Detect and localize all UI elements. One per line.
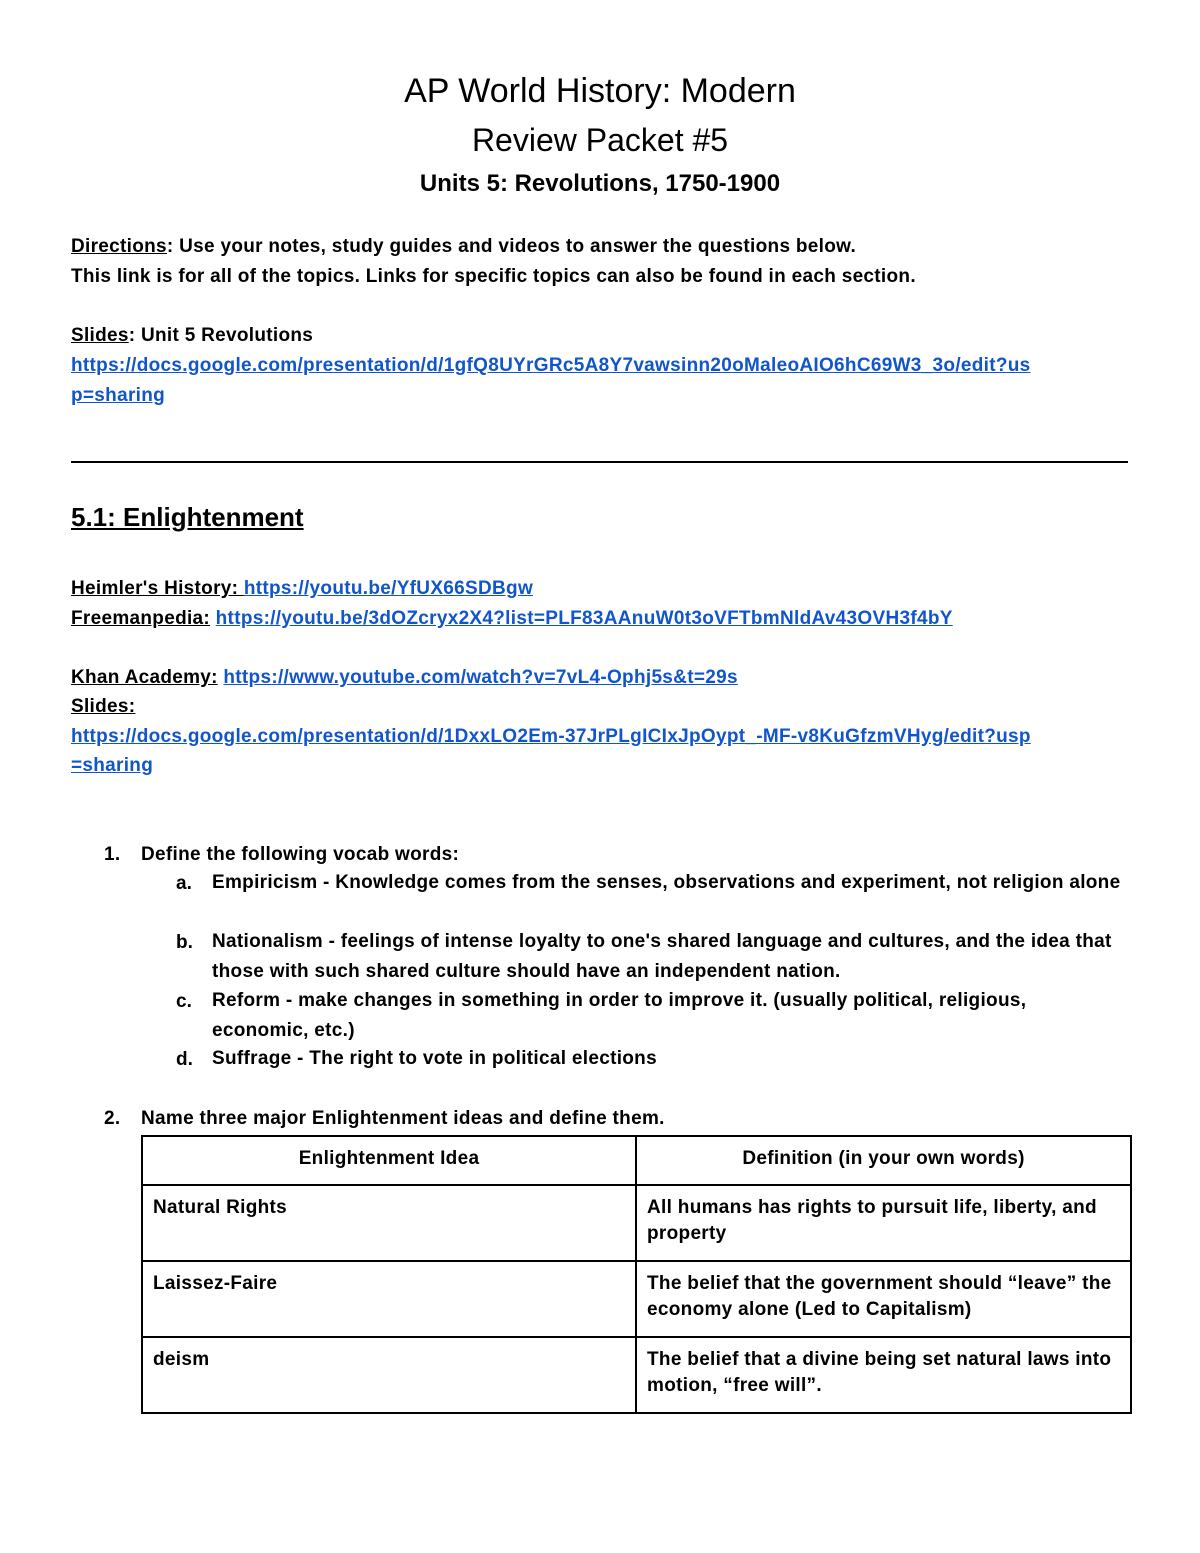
- heimler-label: Heimler's History:: [71, 578, 244, 599]
- heimler-link[interactable]: https://youtu.be/YfUX66SDBgw: [243, 578, 534, 599]
- section-slides-link[interactable]: https://docs.google.com/presentation/d/1DxxLO2Em-37JrPLgICIxJpOypt_-MF-v8KuGfzmVHyg/edit?usp: [71, 726, 1031, 747]
- freeman-line: [71, 608, 953, 630]
- vocab-letter: d.: [176, 1049, 193, 1070]
- khan-label: Khan Academy:: [71, 667, 218, 688]
- heimler-line: [71, 578, 533, 600]
- table-header-row: [142, 1136, 1131, 1185]
- khan-line: [71, 667, 738, 689]
- table-cell: The belief that the government should “leave” the economy alone (Led to Capitalism): [636, 1261, 1131, 1337]
- section-divider: [71, 461, 1128, 463]
- table-cell: The belief that a divine being set natural laws into motion, “free will”.: [636, 1337, 1131, 1413]
- question-text: Define the following vocab words:: [141, 844, 460, 865]
- vocab-suffrage: Suffrage - The right to vote in political elections: [212, 1048, 657, 1069]
- directions-text: : Use your notes, study guides and videos to answer the questions below.: [166, 236, 857, 257]
- slides-label: Slides: [71, 325, 129, 346]
- table-header: Definition (in your own words): [636, 1136, 1131, 1185]
- section-slides-label: Slides:: [71, 696, 136, 717]
- vocab-nationalism: Nationalism - feelings of intense loyalty to one's shared language and cultures, and the idea that those with such shared culture should have an independent nation.: [212, 931, 1112, 982]
- vocab-letter: a.: [176, 873, 192, 894]
- question-text: Name three major Enlightenment ideas and define them.: [141, 1108, 665, 1129]
- slides-text: : Unit 5 Revolutions: [128, 325, 314, 346]
- unit-slides-link[interactable]: https://docs.google.com/presentation/d/1gfQ8UYrGRc5A8Y7vawsinn20oMaleoAIO6hC69W3_3o/edit?us: [71, 355, 1031, 376]
- vocab-reform: Reform - make changes in something in order to improve it. (usually political, religious, economic, etc.): [212, 990, 1027, 1041]
- table-cell: Natural Rights: [142, 1185, 636, 1261]
- unit-slides-link-cont[interactable]: p=sharing: [71, 385, 166, 406]
- freeman-label: Freemanpedia:: [71, 608, 211, 629]
- table-cell: Laissez-Faire: [142, 1261, 636, 1337]
- table-row: [142, 1261, 1131, 1337]
- directions-label: Directions: [71, 236, 167, 257]
- directions-line: [71, 236, 856, 258]
- vocab-letter: b.: [176, 932, 193, 953]
- vocab-letter: c.: [176, 991, 192, 1012]
- document-title: AP World History: Modern: [404, 72, 796, 110]
- freeman-link[interactable]: https://youtu.be/3dOZcryx2X4?list=PLF83AAnuW0t3oVFTbmNldAv43OVH3f4bY: [215, 608, 953, 629]
- vocab-empiricism: Empiricism - Knowledge comes from the senses, observations and experiment, not religion alone: [212, 872, 1121, 893]
- table-row: [142, 1337, 1131, 1413]
- document-subtitle: Review Packet #5: [471, 122, 729, 158]
- table-cell: deism: [142, 1337, 636, 1413]
- section-slides-link-cont[interactable]: =sharing: [71, 755, 154, 776]
- slides-line: [71, 325, 313, 347]
- khan-link[interactable]: https://www.youtube.com/watch?v=7vL4-Ophj5s&t=29s: [223, 667, 738, 688]
- units-heading: Units 5: Revolutions, 1750-1900: [419, 170, 781, 197]
- section-heading: 5.1: Enlightenment: [71, 502, 304, 532]
- table-cell: All humans has rights to pursuit life, liberty, and property: [636, 1185, 1131, 1261]
- directions-line-2: This link is for all of the topics. Links for specific topics can also be found in each section.: [71, 266, 916, 287]
- question-number: 1.: [104, 844, 121, 865]
- enlightenment-ideas-table: [141, 1135, 1132, 1414]
- question-number: 2.: [104, 1108, 121, 1129]
- table-header: Enlightenment Idea: [142, 1136, 636, 1185]
- table-row: [142, 1185, 1131, 1261]
